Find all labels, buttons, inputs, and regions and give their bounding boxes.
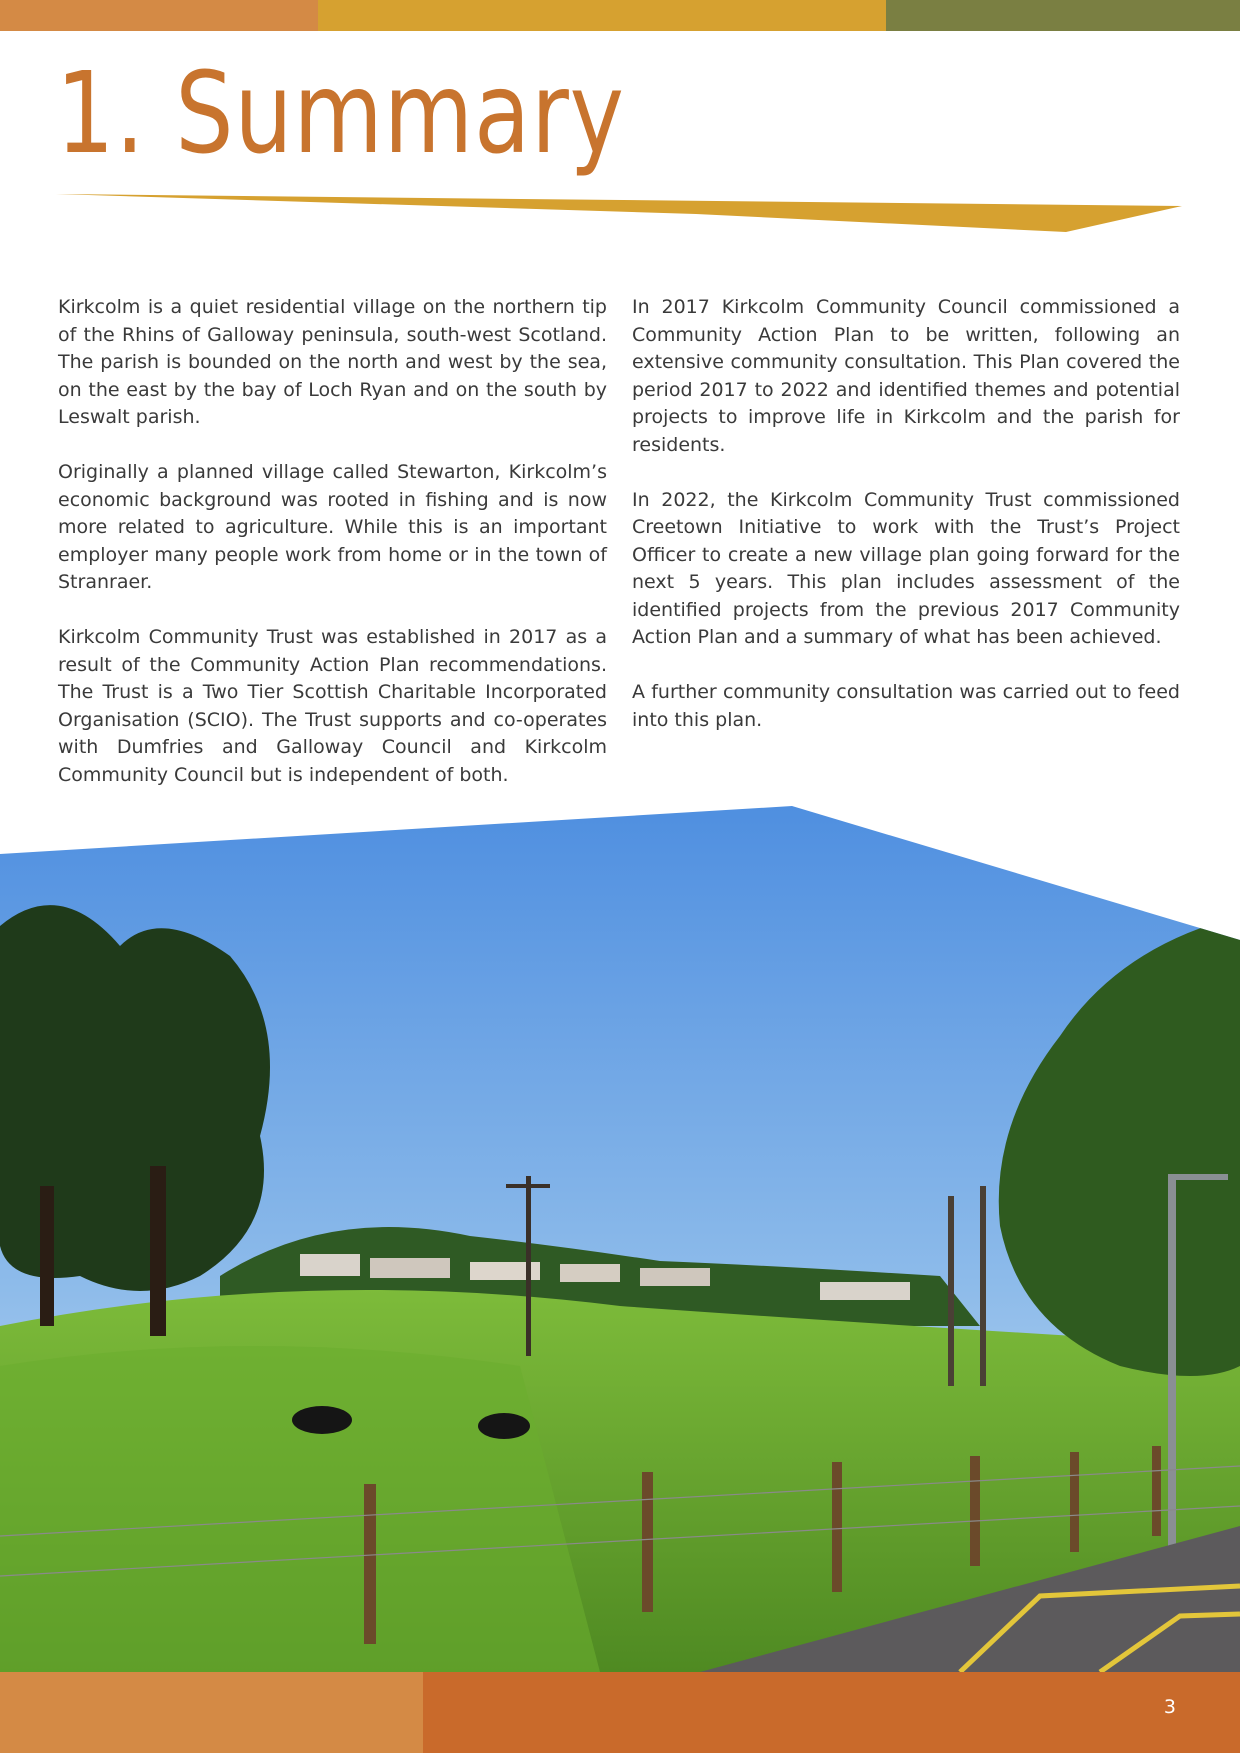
page-title: 1. Summary (56, 49, 625, 179)
village-landscape-photo (0, 806, 1240, 1672)
top-bar-segment-orange (0, 0, 318, 31)
paragraph: In 2022, the Kirkcolm Community Trust commissioned Creetown Initiative to work with the Trust’s Project Officer to create a new village plan going forward for the next 5 years. This plan includes assessment of the identified projects from the previous 2017 Community Action Plan and a summary of what has been achieved. (632, 488, 1180, 648)
footer-segment-light (0, 1672, 423, 1753)
paragraph: Originally a planned village called Stewarton, Kirkcolm’s economic background was rooted in fishing and is now more related to agriculture. While this is an important employer many people work from home or in the town of Stranraer. (58, 461, 607, 593)
paragraph: A further community consultation was carried out to feed into this plan. (632, 681, 1180, 731)
left-text-column (58, 294, 607, 817)
top-color-bar (0, 0, 1240, 31)
top-bar-segment-olive (886, 0, 1240, 31)
paragraph: In 2017 Kirkcolm Community Council commissioned a Community Action Plan to be written, following an extensive community consultation. This Plan covered the period 2017 to 2022 and identified themes and potential projects to improve life in Kirkcolm and the parish for residents. (632, 296, 1180, 456)
footer-bar (0, 1672, 1240, 1753)
right-text-column (632, 294, 1180, 762)
paragraph: Kirkcolm is a quiet residential village on the northern tip of the Rhins of Galloway peninsula, south-west Scotland. The parish is bounded on the north and west by the sea, on the east by the bay of Loch Ryan and on the south by Leswalt parish. (58, 296, 607, 428)
top-bar-segment-gold (318, 0, 886, 31)
footer-segment-dark (423, 1672, 1240, 1753)
paragraph: Kirkcolm Community Trust was established in 2017 as a result of the Community Action Plan recommendations. The Trust is a Two Tier Scottish Charitable Incorporated Organisation (SCIO). The Trust supports and co-operates with Dumfries and Galloway Council and Kirkcolm Community Council but is independent of both. (58, 626, 607, 786)
page-number: 3 (1163, 1696, 1176, 1718)
title-underline-swoosh (56, 190, 1182, 236)
